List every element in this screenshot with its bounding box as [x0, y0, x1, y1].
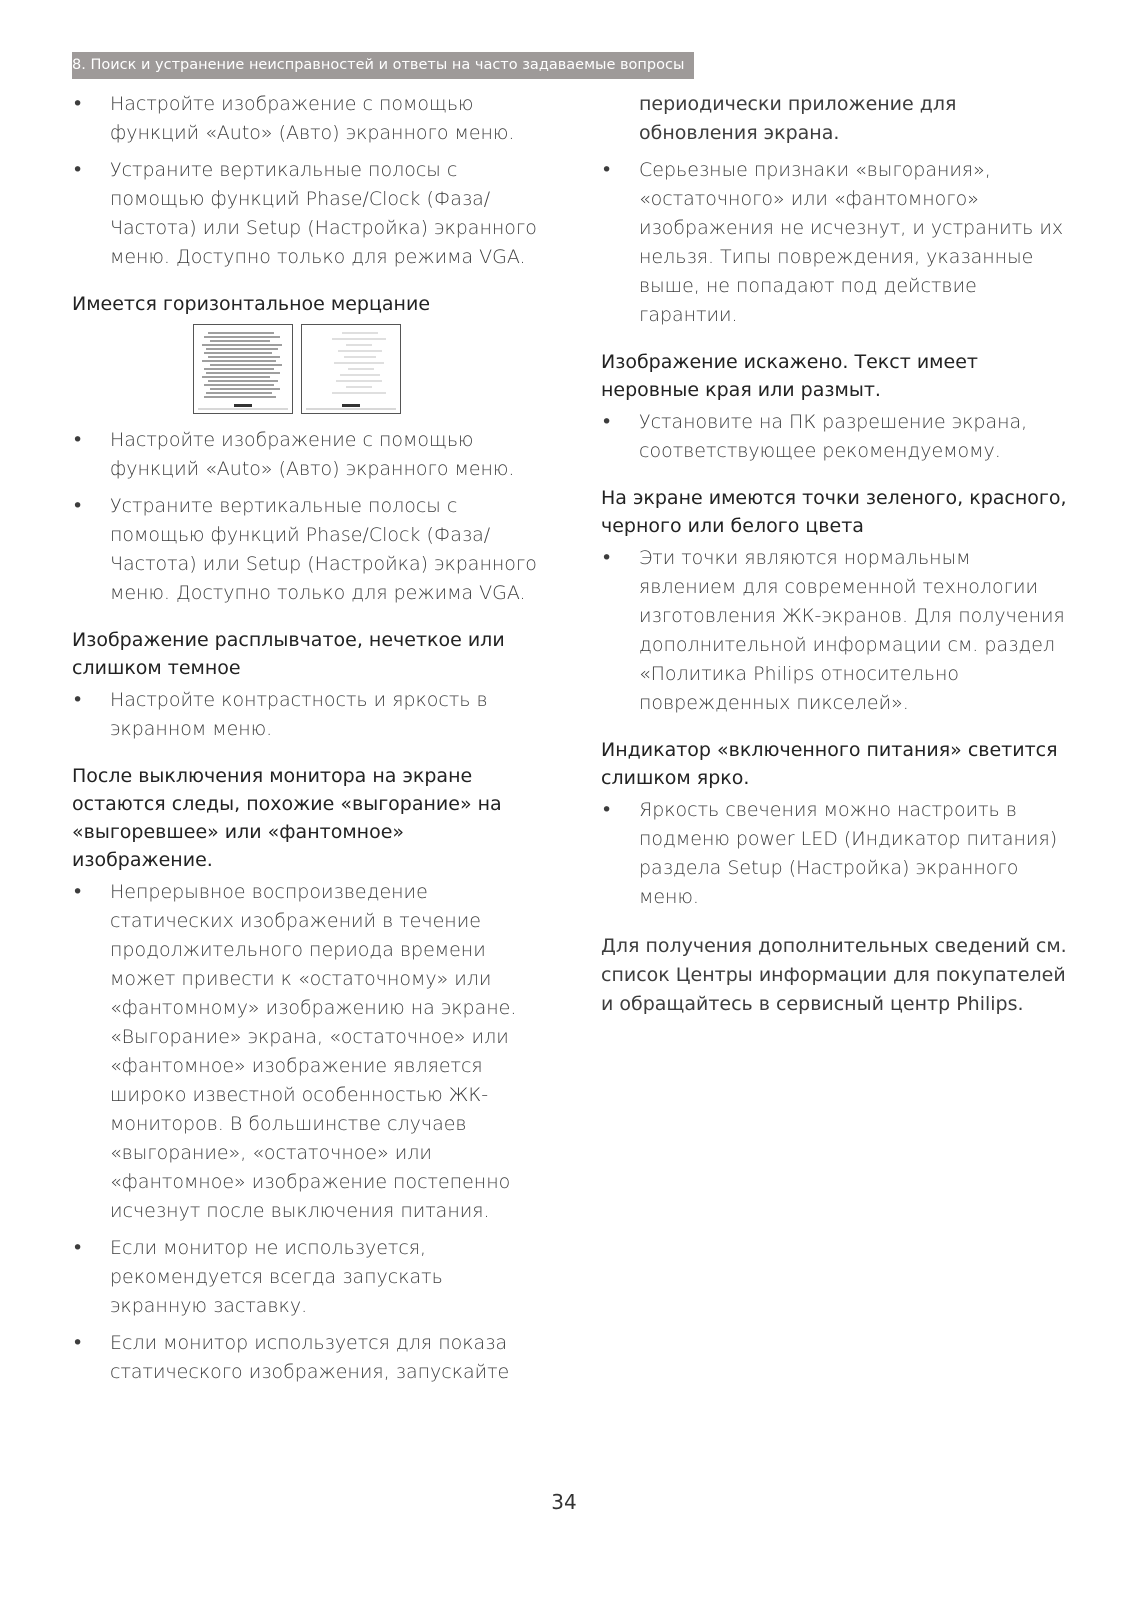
list-item: [72, 686, 542, 744]
bullet-icon: •: [72, 1237, 84, 1259]
list-item-text: Эти точки являются нормальным явлением для современной технологии изготовления ЖК-экранов. Для получения дополнительной информации см. раздел «Политика Philips относительно поврежденных пикселей».: [639, 547, 1065, 714]
bullet-icon: •: [72, 689, 84, 711]
list-item-text: Серьезные признаки «выгорания», «остаточного» или «фантомного» изображения не исчезнут, и устранить их нельзя. Типы повреждения, указанные выше, не попадают под действие гарантии.: [639, 159, 1064, 326]
list-item-text: Настройте контрастность и яркость в экранном меню.: [110, 689, 488, 740]
distorted-heading: Изображение искажено. Текст имеет неровные края или размыт.: [601, 351, 978, 401]
bullet-icon: •: [601, 411, 613, 433]
bullet-icon: •: [72, 93, 84, 115]
dots-heading: На экране имеются точки зеленого, красного, черного или белого цвета: [601, 487, 1067, 537]
list-item-text: Яркость свечения можно настроить в подменю power LED (Индикатор питания) раздела Setup (Настройка) экранного меню.: [639, 799, 1058, 908]
list-item-text: Настройте изображение с помощью функций «Auto» (Авто) экранного меню.: [110, 429, 515, 480]
dots-bullet-list: [601, 544, 1071, 718]
list-item: [72, 1329, 542, 1387]
distorted-bullet-list: [601, 408, 1071, 466]
section-header-title: 8. Поиск и устранение неисправностей и ответы на часто задаваемые вопросы: [72, 57, 685, 73]
bullet-icon: •: [72, 1332, 84, 1354]
flicker-heading: Имеется горизонтальное мерцание: [72, 293, 431, 315]
list-item: [72, 878, 542, 1226]
led-bullet-list: [601, 796, 1071, 912]
burnin-bullet-list: [72, 878, 542, 1387]
burnin-heading: После выключения монитора на экране остаются следы, похожие «выгорание» на «выгоревшее» или «фантомное» изображение.: [72, 765, 502, 871]
flicker-bullet-list: [72, 426, 542, 608]
list-item: [601, 408, 1071, 466]
top-bullet-list: [72, 90, 542, 272]
flicker-screen-after-image: [301, 324, 401, 414]
list-item: [72, 156, 542, 272]
bullet-icon: •: [72, 429, 84, 451]
bullet-icon: •: [601, 159, 613, 181]
left-column: [72, 90, 542, 1395]
bullet-icon: •: [72, 881, 84, 903]
bullet-icon: •: [601, 547, 613, 569]
list-item-text: Если монитор используется для показа статического изображения, запускайте: [110, 1332, 510, 1383]
flicker-figure: [193, 324, 542, 414]
list-item: [601, 544, 1071, 718]
continued-bullet-text: периодически приложение для обновления экрана.: [639, 93, 957, 144]
flicker-screen-before-image: [193, 324, 293, 414]
list-item-text: Установите на ПК разрешение экрана, соответствующее рекомендуемому.: [639, 411, 1028, 462]
list-item: [72, 90, 542, 148]
blurry-heading: Изображение расплывчатое, нечеткое или слишком темное: [72, 629, 505, 679]
bullet-icon: •: [72, 159, 84, 181]
list-item-text: Устраните вертикальные полосы с помощью функций Phase/Clock (Фаза/Частота) или Setup (Настройка) экранного меню. Доступно только для режима VGA.: [110, 159, 537, 268]
list-item: [72, 426, 542, 484]
list-item-text: Устраните вертикальные полосы с помощью функций Phase/Clock (Фаза/Частота) или Setup (Настройка) экранного меню. Доступно только для режима VGA.: [110, 495, 537, 604]
list-item: [601, 156, 1071, 330]
list-item: [72, 1234, 542, 1321]
blurry-bullet-list: [72, 686, 542, 744]
led-heading: Индикатор «включенного питания» светится слишком ярко.: [601, 739, 1058, 789]
closing-paragraph: Для получения дополнительных сведений см. список Центры информации для покупателей и обращайтесь в сервисный центр Philips.: [601, 935, 1067, 1015]
list-item-text: Непрерывное воспроизведение статических изображений в течение продолжительного периода времени может привести к «остаточному» или «фантомному» изображению на экране. «Выгорание» экрана, «остаточное» или «фантомное» изображение является широко известной особенностью ЖК-мониторов. В большинстве случаев «выгорание», «остаточное» или «фантомное» изображение постепенно исчезнут после выключения питания.: [110, 881, 517, 1222]
list-item-text: Настройте изображение с помощью функций «Auto» (Авто) экранного меню.: [110, 93, 515, 144]
section-header-bar: [72, 52, 694, 79]
bullet-icon: •: [601, 799, 613, 821]
bullet-icon: •: [72, 495, 84, 517]
page-number: 34: [551, 1490, 577, 1514]
right-column: [601, 90, 1071, 1019]
list-item-text: Если монитор не используется, рекомендуется всегда запускать экранную заставку.: [110, 1237, 443, 1317]
list-item: [601, 796, 1071, 912]
list-item: [72, 492, 542, 608]
burnin-bullet-list-cont: [601, 156, 1071, 330]
